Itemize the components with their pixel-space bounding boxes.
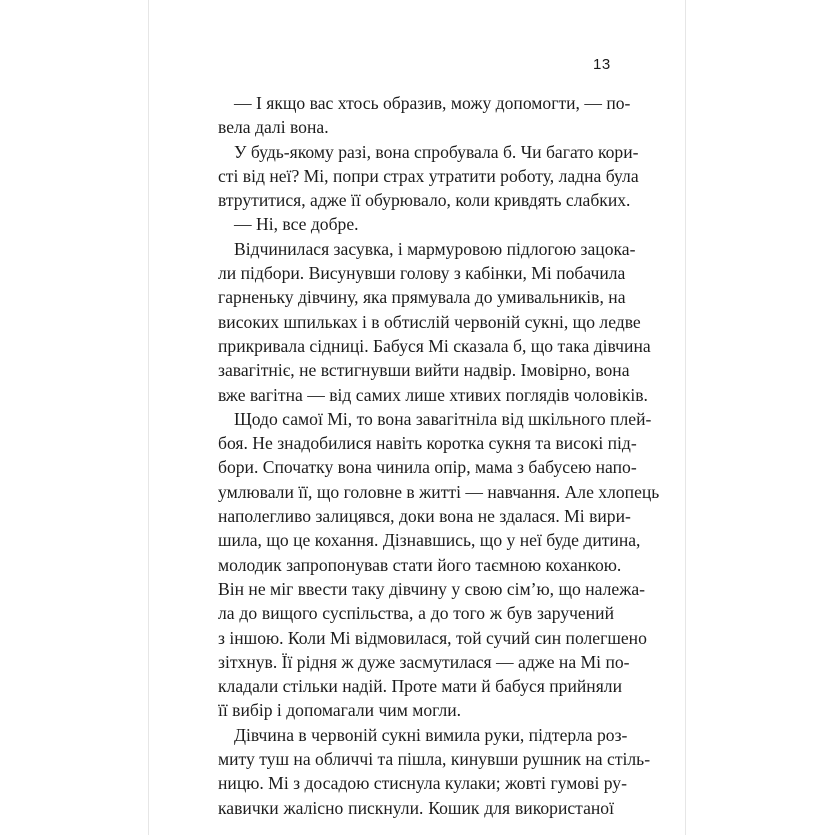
text-line: зітхнув. Її рідня ж дуже засмутилася — адже на Мі по- [218, 651, 630, 672]
text-line: шила, що це кохання. Дізнавшись, що у неї буде дитина, [218, 530, 641, 551]
text-line: боя. Не знадобилися навіть коротка сукня та високі під- [218, 433, 637, 454]
text-line: молодик запропонував стати його таємною коханкою. [218, 554, 622, 575]
text-line: — Ні, все добре. [234, 214, 359, 235]
text-line: втрутитися, адже її обурювало, коли кривдять слабких. [218, 190, 631, 211]
text-line: завагітніє, не встигнувши вийти надвір. Імовірно, вона [218, 360, 630, 381]
text-line: прикривала сідниці. Бабуся Мі сказала б, що така дівчина [218, 335, 651, 356]
text-line: ницю. Мі з досадою стиснула кулаки; жовті гумові ру- [218, 773, 627, 794]
text-line: з іншою. Коли Мі відмовилася, той сучий син полегшено [218, 627, 647, 648]
page-number: 13 [593, 56, 611, 73]
text-line: миту туш на обличчі та пішла, кинувши рушник на стіль- [218, 749, 651, 770]
text-line: ла до вищого суспільства, а до того ж був заручений [218, 603, 614, 624]
text-line: кладали стільки надій. Проте мати й бабуся прийняли [218, 676, 623, 697]
text-line: Щодо самої Мі, то вона завагітніла від шкільного плей- [234, 408, 652, 429]
text-line: кавички жалісно пискнули. Кошик для використаної [218, 797, 614, 818]
text-line: її вибір і допомагали чим могли. [218, 700, 462, 721]
text-line: бори. Спочатку вона чинила опір, мама з бабусею напо- [218, 457, 637, 478]
text-line: вела далі вона. [218, 117, 329, 138]
text-line: — І якщо вас хтось образив, можу допомогти, — по- [234, 93, 631, 113]
text-line: Дівчина в червоній сукні вимила руки, підтерла роз- [234, 724, 628, 745]
text-line: У будь-якому разі, вона спробувала б. Чи багато кори- [234, 141, 639, 162]
text-line: ли підбори. Висунувши голову з кабінки, Мі побачила [218, 263, 626, 284]
text-line: умлювали її, що головне в житті — навчання. Але хлопець [218, 481, 660, 502]
body-text [218, 91, 660, 820]
text-line: наполегливо залицявся, доки вона не здалася. Мі вири- [218, 506, 631, 527]
text-line: гарненьку дівчину, яка прямувала до умивальників, на [218, 287, 626, 308]
text-line: високих шпильках і в обтислій червоній сукні, що ледве [218, 311, 641, 332]
text-line: сті від неї? Мі, попри страх утратити роботу, ладна була [218, 165, 639, 186]
text-line: вже вагітна — від самих лише хтивих поглядів чоловіків. [218, 384, 648, 405]
text-line: Відчинилася засувка, і мармуровою підлогою зацока- [234, 238, 636, 259]
text-line: Він не міг ввести таку дівчину у свою сім’ю, що належа- [218, 578, 646, 599]
